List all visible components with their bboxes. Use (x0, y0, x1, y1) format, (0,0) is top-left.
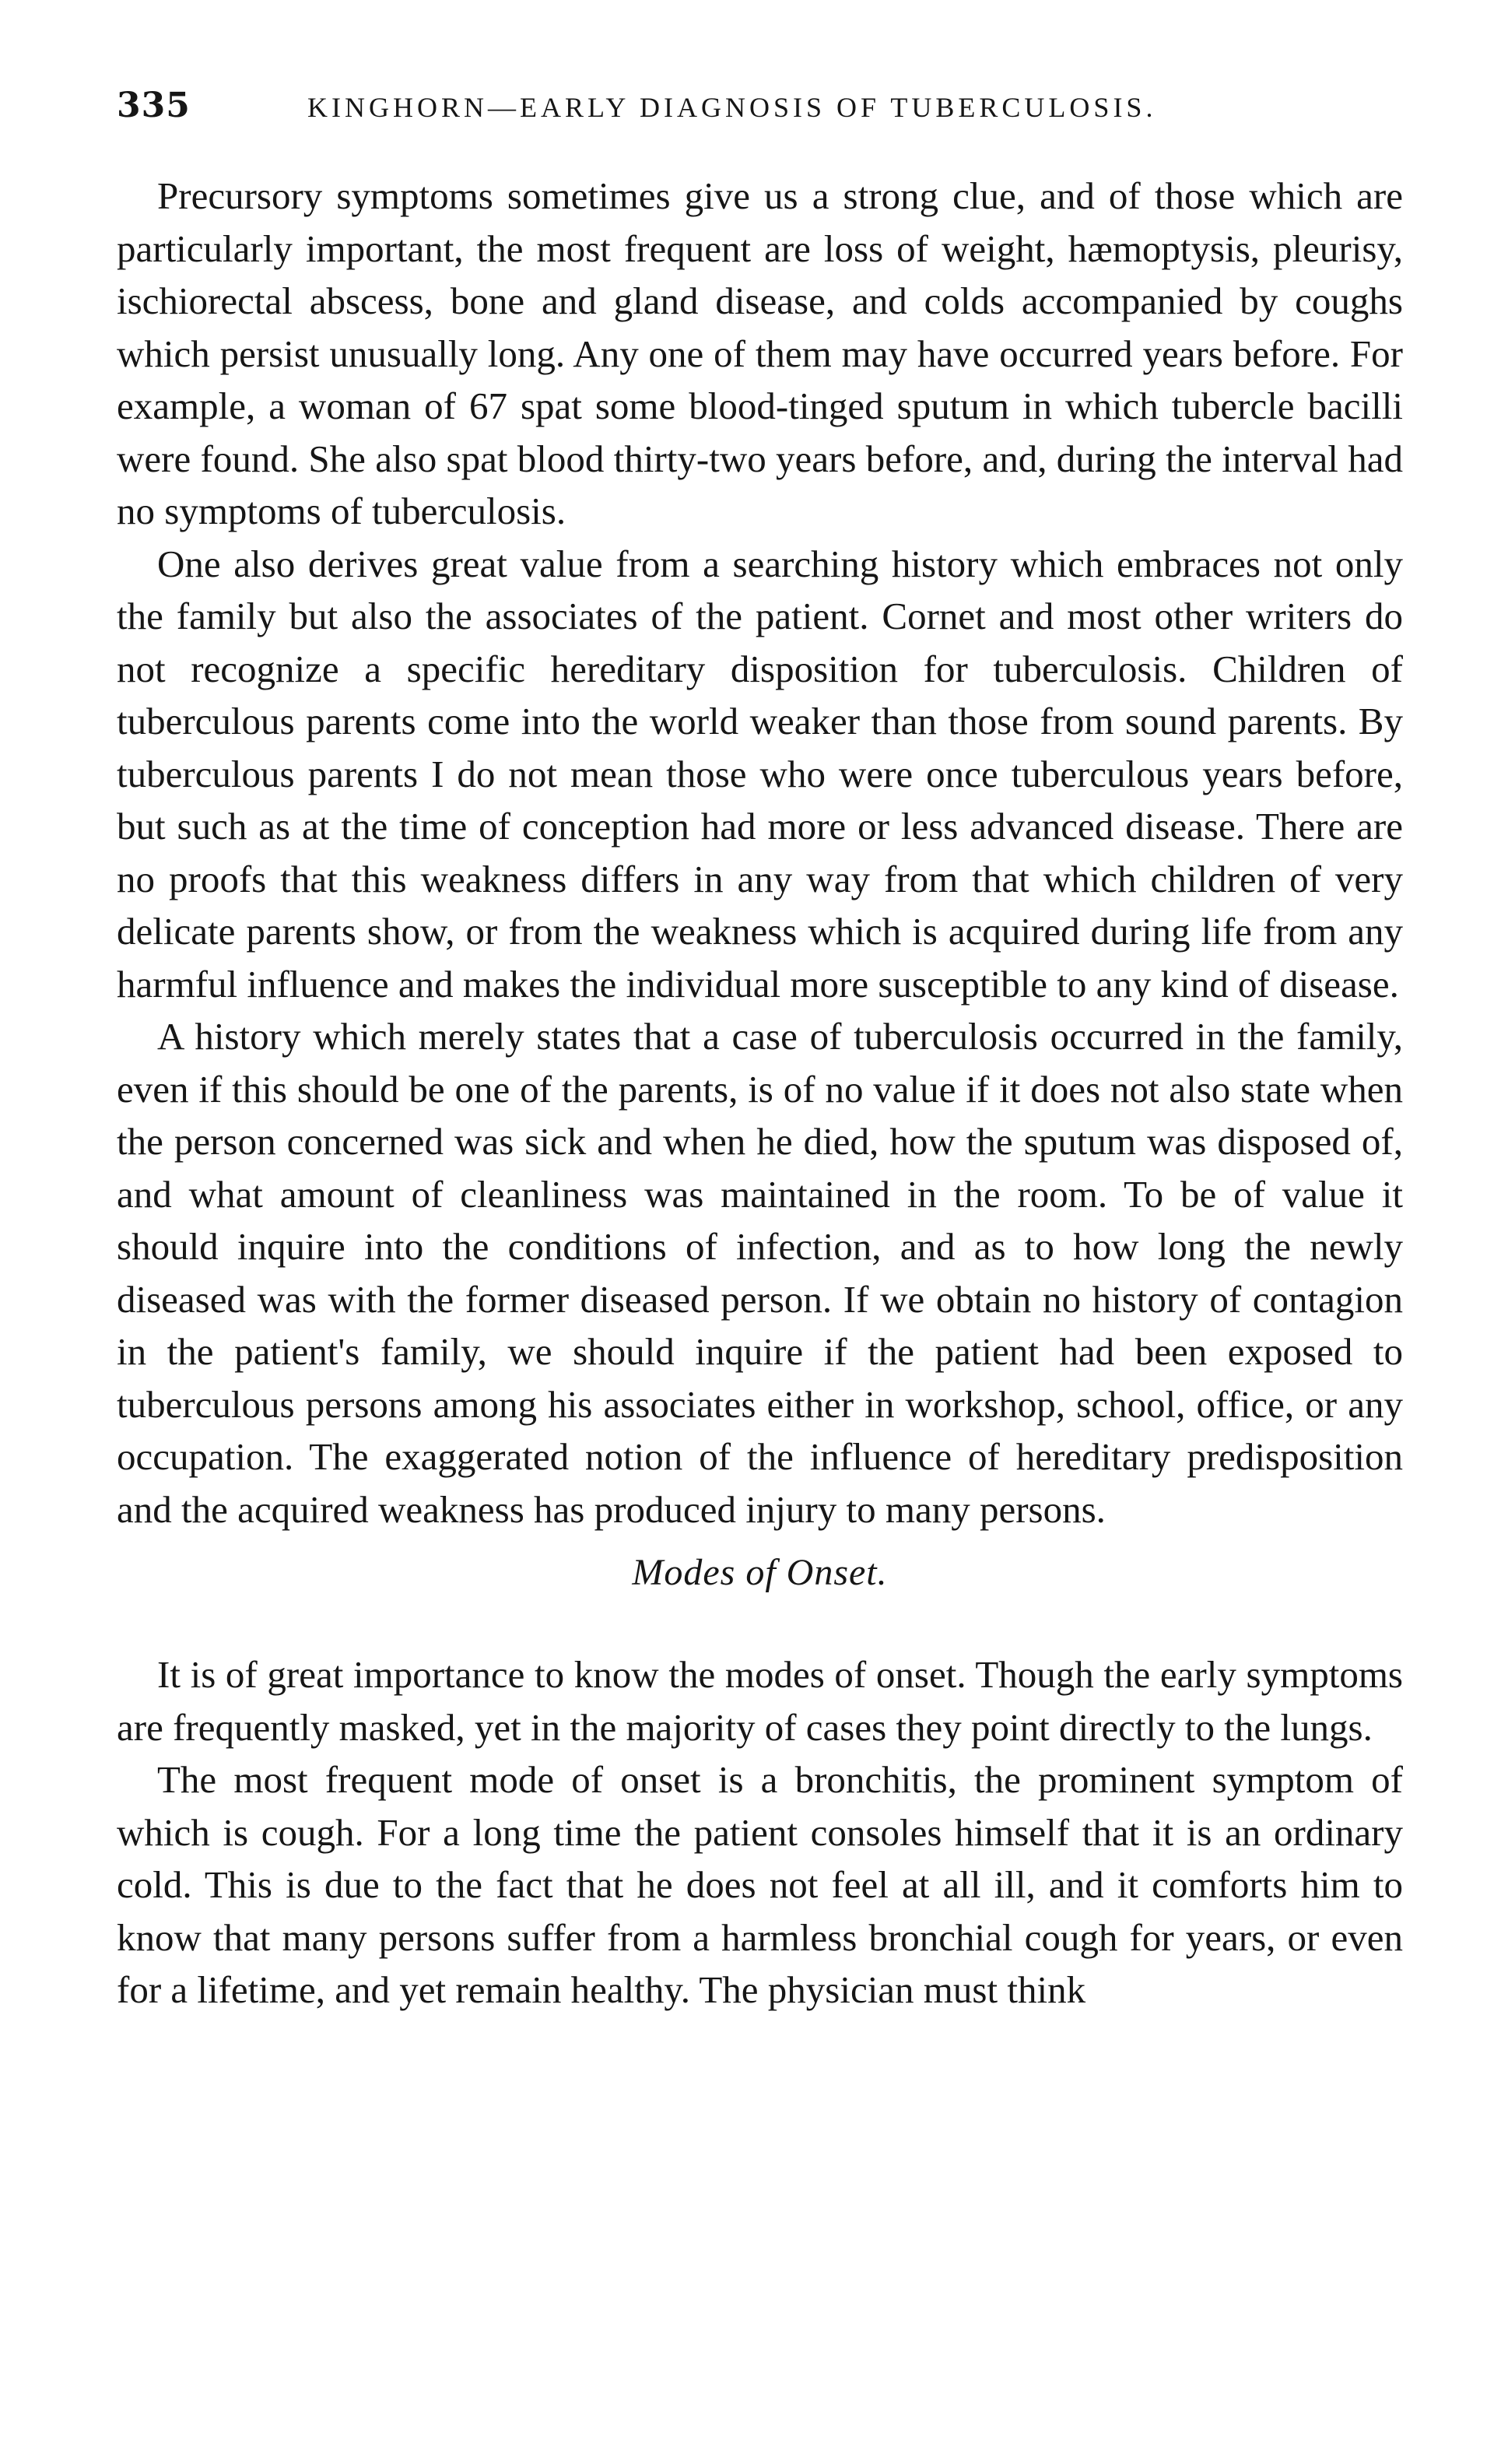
paragraph-history-value: A history which merely states that a case of tuberculosis occurred in the family, even if this should be one of the parents, is of no value if it does not also state when the person concerned was sick and when he died, how the sputum was disposed of, and what amount of cleanliness was maintained in the room. To be of value it should inquire into the conditions of infection, and as to how long the newly diseased was with the former diseased person. If we obtain no history of contagion in the patient's family, we should inquire if the patient had been exposed to tuberculous persons among his associates either in workshop, school, office, or any occupation. The exaggerated notion of the influence of hereditary predisposition and the acquired weakness has produced injury to many persons. (117, 1015, 1403, 1531)
page-number: 335 (117, 86, 191, 125)
paragraph-family-history: One also derives great value from a searching history which embraces not only the family but also the associates of the patient. Cornet and most other writers do not recognize a specific hereditary disposition for tuberculosis. Children of tuberculous parents come into the world weaker than those from sound parents. By tuberculous parents I do not mean those who were once tuberculous years before, but such as at the time of conception had more or less advanced disease. There are no proofs that this weakness differs in any way from that which children of very delicate parents show, or from the weakness which is acquired during life from any harmful influence and makes the individual more susceptible to any kind of disease. (117, 542, 1403, 1006)
section-heading: Modes of Onset. (632, 1552, 888, 1593)
running-head (117, 86, 1403, 140)
paragraph-bronchitis-onset: The most frequent mode of onset is a bronchitis, the prominent symptom of which is cough. For a long time the patient consoles himself that it is an ordinary cold. This is due to the fact that he does not feel at all ill, and it comforts him to know that many persons suffer from a harmless bronchial cough for years, or even for a lifetime, and yet remain healthy. The physician must think (117, 1758, 1403, 2011)
running-title: KINGHORN—EARLY DIAGNOSIS OF TUBERCULOSIS. (307, 92, 1157, 123)
paragraph-precursory-symptoms: Precursory symptoms sometimes give us a strong clue, and of those which are particularly important, the most frequent are loss of weight, hæmoptysis, pleurisy, ischiorectal abscess, bone and gland disease, and colds accompanied by coughs which persist unusually long. Any one of them may have occurred years before. For example, a woman of 67 spat some blood-tinged sputum in which tubercle bacilli were found. She also spat blood thirty-two years before, and, during the interval had no symptoms of tuberculosis. (117, 174, 1403, 532)
paragraph-modes-of-onset: It is of great importance to know the modes of onset. Though the early symptoms are frequently masked, yet in the majority of cases they point directly to the lungs. (117, 1653, 1403, 1749)
